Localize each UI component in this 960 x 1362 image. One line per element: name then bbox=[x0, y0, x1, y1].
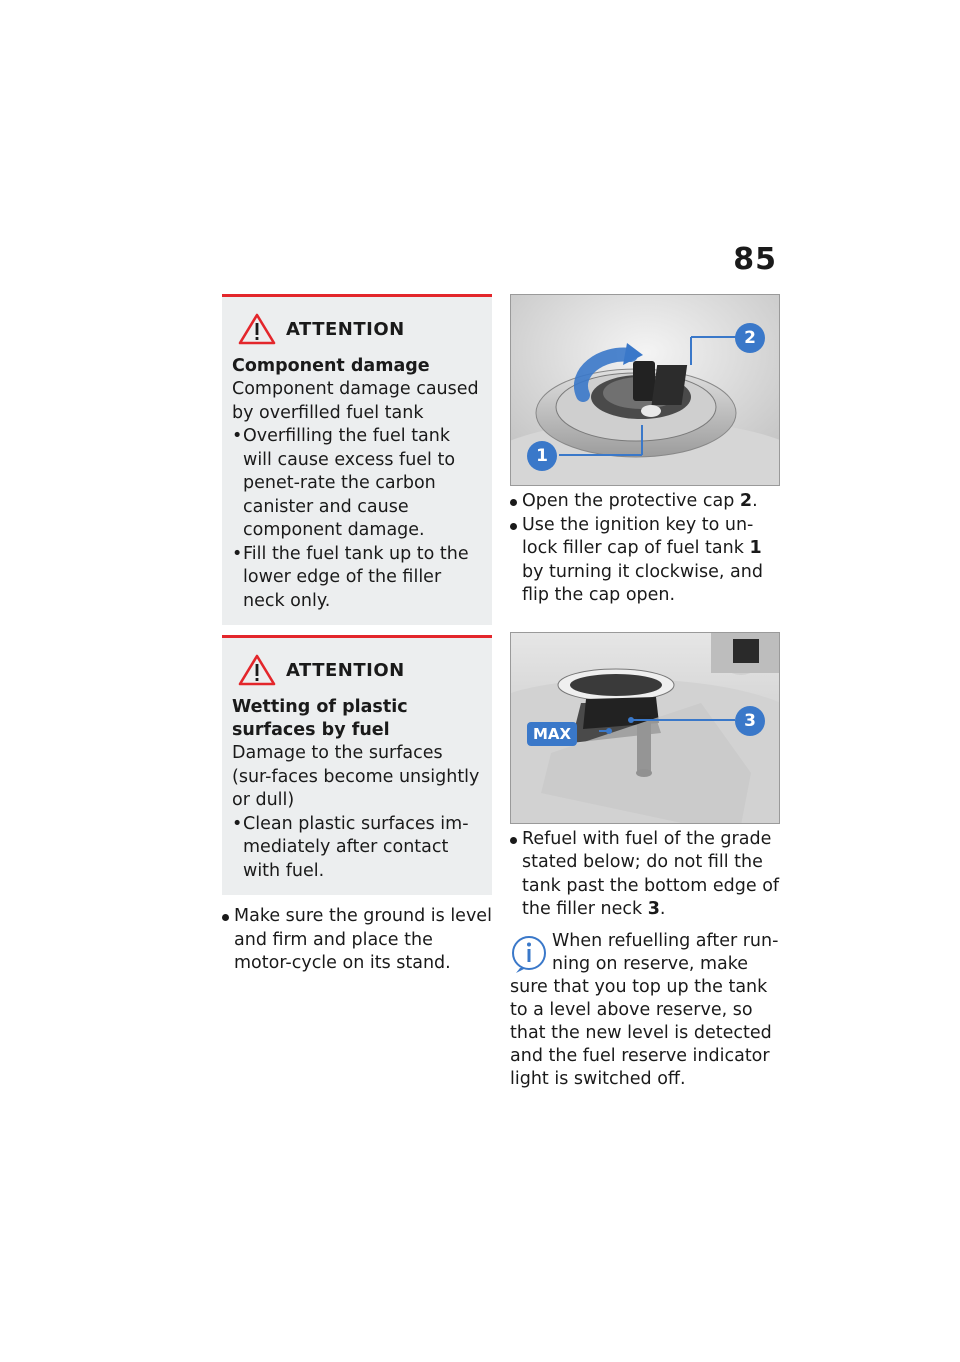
warning-description: Damage to the surfaces (sur-faces become unsightly or dull) bbox=[232, 743, 480, 810]
left-steps bbox=[222, 905, 492, 976]
warning-box-component-damage bbox=[222, 294, 492, 625]
warning-header bbox=[238, 313, 482, 345]
step-text-end: . bbox=[659, 899, 666, 919]
warning-subtitle: Wetting of plastic surfaces by fuel bbox=[232, 697, 408, 740]
info-note bbox=[510, 930, 780, 1091]
warning-bullet: • Fill the fuel tank up to the lower edge of the filler neck only. bbox=[232, 543, 482, 614]
step-text: Refuel with fuel of the grade stated below; do not fill the tank past the bottom edge of the filler neck bbox=[522, 828, 780, 919]
warning-bullet: • Overfilling the fuel tank will cause excess fuel to penet-rate the carbon canister and cause component damage. bbox=[232, 425, 482, 543]
steps-open-cap bbox=[510, 490, 780, 608]
steps-refuel bbox=[510, 828, 780, 922]
warning-triangle-icon bbox=[238, 654, 276, 686]
callout-1: 1 bbox=[527, 441, 557, 471]
step-text: Open the protective cap bbox=[522, 491, 740, 511]
warning-description: Component damage caused by overfilled fuel tank bbox=[232, 379, 479, 423]
warning-subtitle: Component damage bbox=[232, 356, 430, 376]
step-text-end: . bbox=[752, 491, 758, 511]
step-item bbox=[510, 828, 780, 922]
step-ref: 2 bbox=[739, 491, 753, 511]
left-column bbox=[222, 294, 492, 976]
warning-bullets bbox=[232, 813, 482, 884]
figure-filler-neck bbox=[510, 632, 780, 824]
warning-heading: ATTENTION bbox=[286, 318, 405, 340]
warning-bullets bbox=[232, 425, 482, 613]
callout-2: 2 bbox=[735, 323, 765, 353]
warning-heading: ATTENTION bbox=[286, 659, 405, 681]
step-text-end: by turning it clockwise, and flip the cap open. bbox=[522, 561, 763, 605]
step-ref: 3 bbox=[647, 899, 660, 919]
warning-triangle-icon bbox=[238, 313, 276, 345]
max-label: MAX bbox=[527, 722, 577, 746]
warning-header bbox=[238, 654, 482, 686]
warning-box-plastic-surfaces bbox=[222, 635, 492, 895]
warning-bullet: • Clean plastic surfaces im-mediately after contact with fuel. bbox=[232, 813, 482, 884]
right-column bbox=[510, 294, 780, 1091]
step-text: Use the ignition key to un-lock filler cap of fuel tank bbox=[522, 514, 754, 558]
figure-fuel-cap bbox=[510, 294, 780, 486]
step-item bbox=[510, 514, 780, 608]
info-text-rest: sure that you top up the tank to a level above reserve, so that the new level is detected and the fuel reserve indicator light is switched off. bbox=[510, 976, 772, 1089]
step-item: Make sure the ground is level and firm and place the motor-cycle on its stand. bbox=[222, 905, 492, 976]
step-item bbox=[510, 490, 780, 514]
info-icon bbox=[510, 934, 548, 974]
page-number: 85 bbox=[733, 242, 777, 277]
info-text-first: When refuelling after run-ning on reserve, make bbox=[552, 930, 779, 974]
step-ref: 1 bbox=[749, 538, 762, 558]
callout-3: 3 bbox=[735, 706, 765, 736]
